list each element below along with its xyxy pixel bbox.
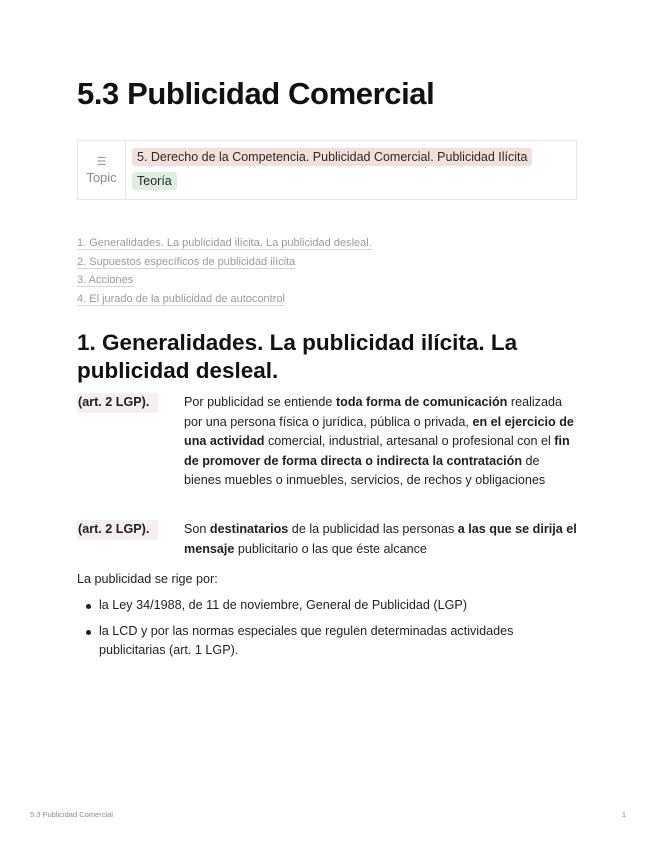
intro-text: La publicidad se rige por:: [77, 572, 218, 586]
definition-label: (art. 2 LGP).: [77, 520, 158, 540]
toc-item[interactable]: 3. Acciones: [77, 274, 134, 286]
list-icon: ☰: [96, 155, 107, 168]
bullet-icon: [86, 604, 91, 609]
section-heading: 1. Generalidades. La publicidad ilícita. La publicidad desleal.: [77, 330, 518, 383]
footer-title: 5.3 Publicidad Comercial: [30, 810, 113, 819]
property-key: [78, 141, 126, 199]
list-item: la Ley 34/1988, de 11 de noviembre, General de Publicidad (LGP): [77, 596, 577, 616]
toc-item[interactable]: 1. Generalidades. La publicidad ilícita. La publicidad desleal.: [77, 237, 372, 249]
definition-text: Son destinatarios de la publicidad las personas a las que se dirija el mensaje publicitario o las que éste alcance: [184, 522, 577, 556]
table-of-contents: [77, 234, 372, 308]
toc-item[interactable]: 2. Supuestos específicos de publicidad ilícita: [77, 255, 296, 268]
properties-table: [77, 140, 577, 200]
bullet-icon: [86, 630, 91, 635]
definition-label: (art. 2 LGP).: [77, 393, 158, 413]
toc-item[interactable]: 4. El jurado de la publicidad de autocontrol: [77, 292, 285, 305]
page-title: 5.3 Publicidad Comercial: [77, 76, 435, 111]
bullet-list: [77, 596, 577, 667]
list-item: la LCD y por las normas especiales que regulen determinadas actividades publicitarias (art. 1 LGP).: [77, 622, 577, 661]
type-tag[interactable]: Teoría: [132, 172, 177, 190]
property-key-label: Topic: [86, 169, 117, 185]
definition-text: Por publicidad se entiende toda forma de comunicación realizada por una persona física o jurídica, pública o privada, en el ejercicio de una actividad comercial, industrial, artesanal o profesional con el fin de promover de forma directa o indirecta la contratación de bienes muebles o inmuebles, servicios, de rechos y obligaciones: [184, 395, 574, 487]
topic-tag[interactable]: 5. Derecho de la Competencia. Publicidad Comercial. Publicidad Ilícita: [132, 148, 532, 166]
page-number: 1: [621, 810, 626, 819]
property-values: [126, 141, 538, 199]
